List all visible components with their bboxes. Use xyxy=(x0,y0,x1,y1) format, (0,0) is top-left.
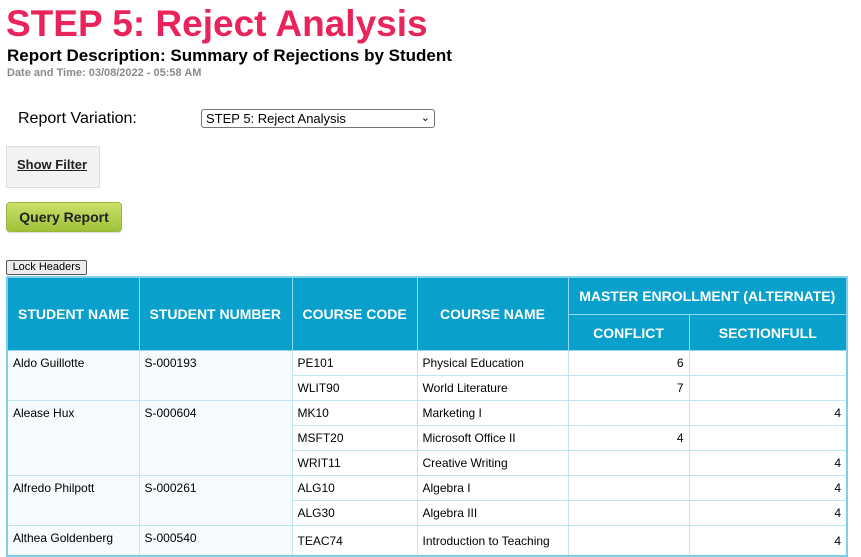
conflict-count-cell xyxy=(568,501,689,526)
col-header-conflict[interactable]: CONFLICT xyxy=(568,315,689,351)
col-header-course-name[interactable]: COURSE NAME xyxy=(417,277,568,351)
sectionfull-count-cell xyxy=(689,426,847,451)
sectionfull-count-cell: 4 xyxy=(689,526,847,557)
table-body xyxy=(7,351,847,557)
student-number-cell: S-000604 xyxy=(139,401,292,476)
course-name-cell: Microsoft Office II xyxy=(417,426,568,451)
student-number-cell: S-000540 xyxy=(139,526,292,557)
table-row xyxy=(7,401,847,426)
report-description: Report Description: Summary of Rejections by Student xyxy=(7,46,452,65)
course-code-cell: TEAC74 xyxy=(292,526,417,557)
course-name-cell: Algebra I xyxy=(417,476,568,501)
student-name-cell: Alfredo Philpott xyxy=(7,476,139,526)
course-code-cell: ALG30 xyxy=(292,501,417,526)
course-code-cell: MK10 xyxy=(292,401,417,426)
conflict-count-cell: 6 xyxy=(568,351,689,376)
table-row xyxy=(7,351,847,376)
course-name-cell: Introduction to Teaching xyxy=(417,526,568,557)
report-variation-selected: STEP 5: Reject Analysis xyxy=(206,111,346,126)
report-variation-select[interactable] xyxy=(201,109,435,128)
student-name-cell: Althea Goldenberg xyxy=(7,526,139,557)
course-code-cell: WLIT90 xyxy=(292,376,417,401)
filter-panel xyxy=(6,146,100,188)
sectionfull-count-cell: 4 xyxy=(689,476,847,501)
rejections-table xyxy=(6,276,848,557)
sectionfull-count-cell: 4 xyxy=(689,451,847,476)
sectionfull-count-cell: 4 xyxy=(689,501,847,526)
table-row xyxy=(7,476,847,501)
sectionfull-count-cell xyxy=(689,351,847,376)
conflict-count-cell: 4 xyxy=(568,426,689,451)
student-name-cell: Alease Hux xyxy=(7,401,139,476)
report-datetime: Date and Time: 03/08/2022 - 05:58 AM xyxy=(7,67,202,79)
course-code-cell: PE101 xyxy=(292,351,417,376)
report-variation-label: Report Variation: xyxy=(18,110,137,127)
course-name-cell: Creative Writing xyxy=(417,451,568,476)
col-header-student-name[interactable]: STUDENT NAME xyxy=(7,277,139,351)
sectionfull-count-cell xyxy=(689,376,847,401)
course-code-cell: WRIT11 xyxy=(292,451,417,476)
course-code-cell: MSFT20 xyxy=(292,426,417,451)
chevron-down-icon: ⌄ xyxy=(420,112,430,124)
conflict-count-cell xyxy=(568,526,689,557)
col-header-student-number[interactable]: STUDENT NUMBER xyxy=(139,277,292,351)
col-header-course-code[interactable]: COURSE CODE xyxy=(292,277,417,351)
page-title: STEP 5: Reject Analysis xyxy=(6,3,428,44)
show-filter-link[interactable]: Show Filter xyxy=(17,157,88,172)
conflict-count-cell xyxy=(568,451,689,476)
sectionfull-count-cell: 4 xyxy=(689,401,847,426)
course-name-cell: Marketing I xyxy=(417,401,568,426)
course-code-cell: ALG10 xyxy=(292,476,417,501)
course-name-cell: World Literature xyxy=(417,376,568,401)
student-name-cell: Aldo Guillotte xyxy=(7,351,139,401)
col-header-sectionfull[interactable]: SECTIONFULL xyxy=(689,315,847,351)
student-number-cell: S-000261 xyxy=(139,476,292,526)
col-group-header-master-enrollment: MASTER ENROLLMENT (ALTERNATE) xyxy=(568,277,847,315)
conflict-count-cell xyxy=(568,476,689,501)
course-name-cell: Physical Education xyxy=(417,351,568,376)
query-report-button[interactable]: Query Report xyxy=(6,202,122,232)
conflict-count-cell xyxy=(568,401,689,426)
course-name-cell: Algebra III xyxy=(417,501,568,526)
lock-headers-button[interactable]: Lock Headers xyxy=(6,260,87,275)
student-number-cell: S-000193 xyxy=(139,351,292,401)
table-row xyxy=(7,526,847,557)
conflict-count-cell: 7 xyxy=(568,376,689,401)
